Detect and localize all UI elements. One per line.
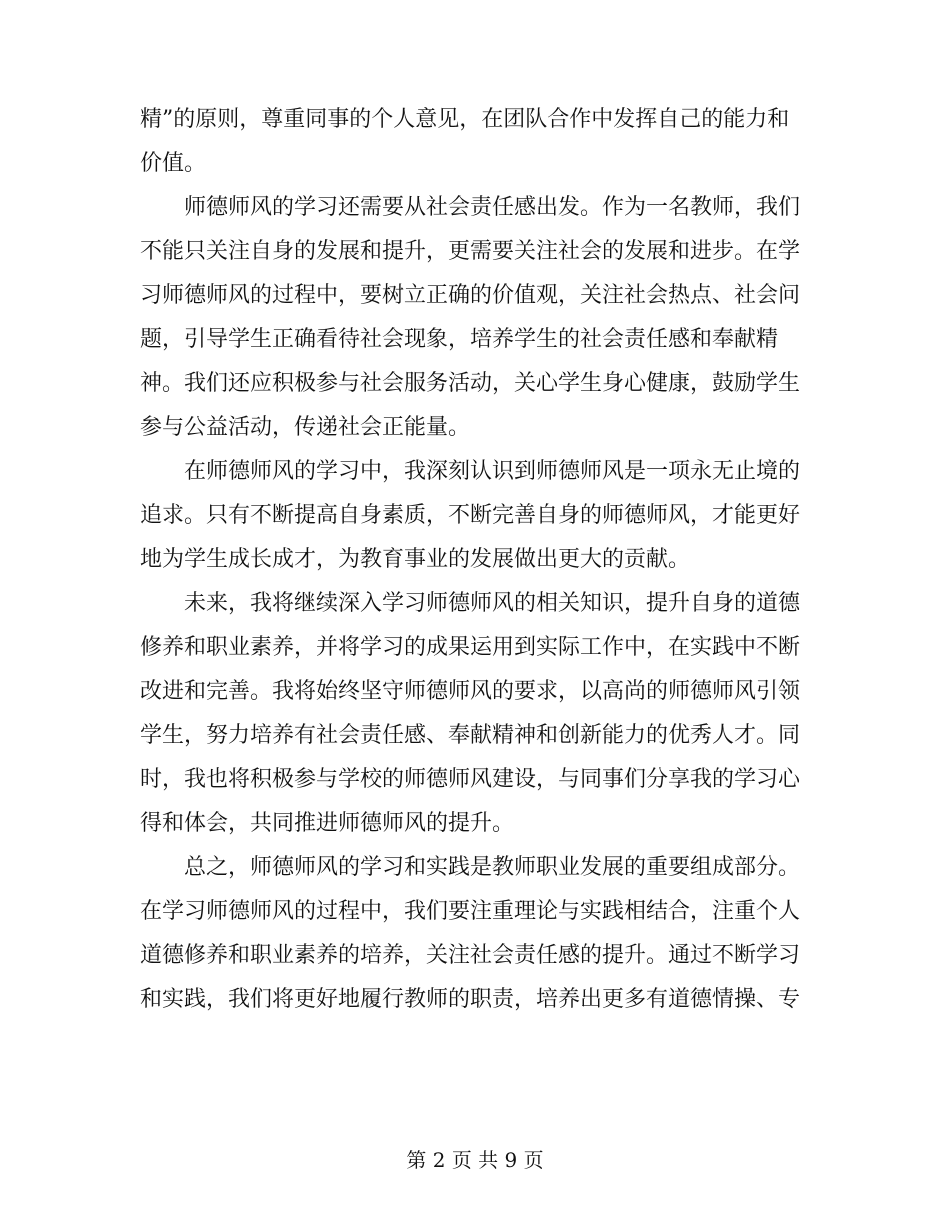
text-line: 题，引导学生正确看待社会现象，培养学生的社会责任感和奉献精 (140, 327, 779, 352)
text-line: 习师德师风的过程中，要树立正确的价值观，关注社会热点、社会问 (140, 283, 801, 308)
text-line: 道德修养和职业素养的培养，关注社会责任感的提升。通过不断学习 (140, 943, 801, 968)
text-line: 精”的原则，尊重同事的个人意见，在团队合作中发挥自己的能力和 (140, 107, 790, 132)
text-line: 在学习师德师风的过程中，我们要注重理论与实践相结合，注重个人 (140, 899, 801, 924)
text-line: 追求。只有不断提高自身素质，不断完善自身的师德师风，才能更好 (140, 503, 801, 528)
text-line: 价值。 (140, 151, 207, 176)
text-line: 得和体会，共同推进师德师风的提升。 (140, 811, 515, 836)
text-line: 地为学生成长成才，为教育事业的发展做出更大的贡献。 (140, 547, 691, 572)
text-line: 时，我也将积极参与学校的师德师风建设，与同事们分享我的学习心 (140, 767, 801, 792)
text-line: 在师德师风的学习中，我深刻认识到师德师风是一项永无止境的 (140, 459, 801, 484)
text-line: 学生，努力培养有社会责任感、奉献精神和创新能力的优秀人才。同 (140, 723, 801, 748)
text-line: 修养和职业素养，并将学习的成果运用到实际工作中，在实践中不断 (140, 635, 801, 660)
text-line: 未来，我将继续深入学习师德师风的相关知识，提升自身的道德 (140, 591, 801, 616)
text-line: 和实践，我们将更好地履行教师的职责，培养出更多有道德情操、专 (140, 987, 801, 1012)
text-line: 不能只关注自身的发展和提升，更需要关注社会的发展和进步。在学 (140, 239, 801, 264)
document-body (140, 98, 800, 1022)
text-line: 师德师风的学习还需要从社会责任感出发。作为一名教师，我们 (140, 195, 801, 220)
text-line: 总之，师德师风的学习和实践是教师职业发展的重要组成部分。 (140, 855, 801, 880)
text-line: 参与公益活动，传递社会正能量。 (140, 415, 471, 440)
text-line: 改进和完善。我将始终坚守师德师风的要求，以高尚的师德师风引领 (140, 679, 801, 704)
text-line: 神。我们还应积极参与社会服务活动，关心学生身心健康，鼓励学生 (140, 371, 801, 396)
page-number-footer: 第 2 页 共 9 页 (406, 1148, 544, 1172)
